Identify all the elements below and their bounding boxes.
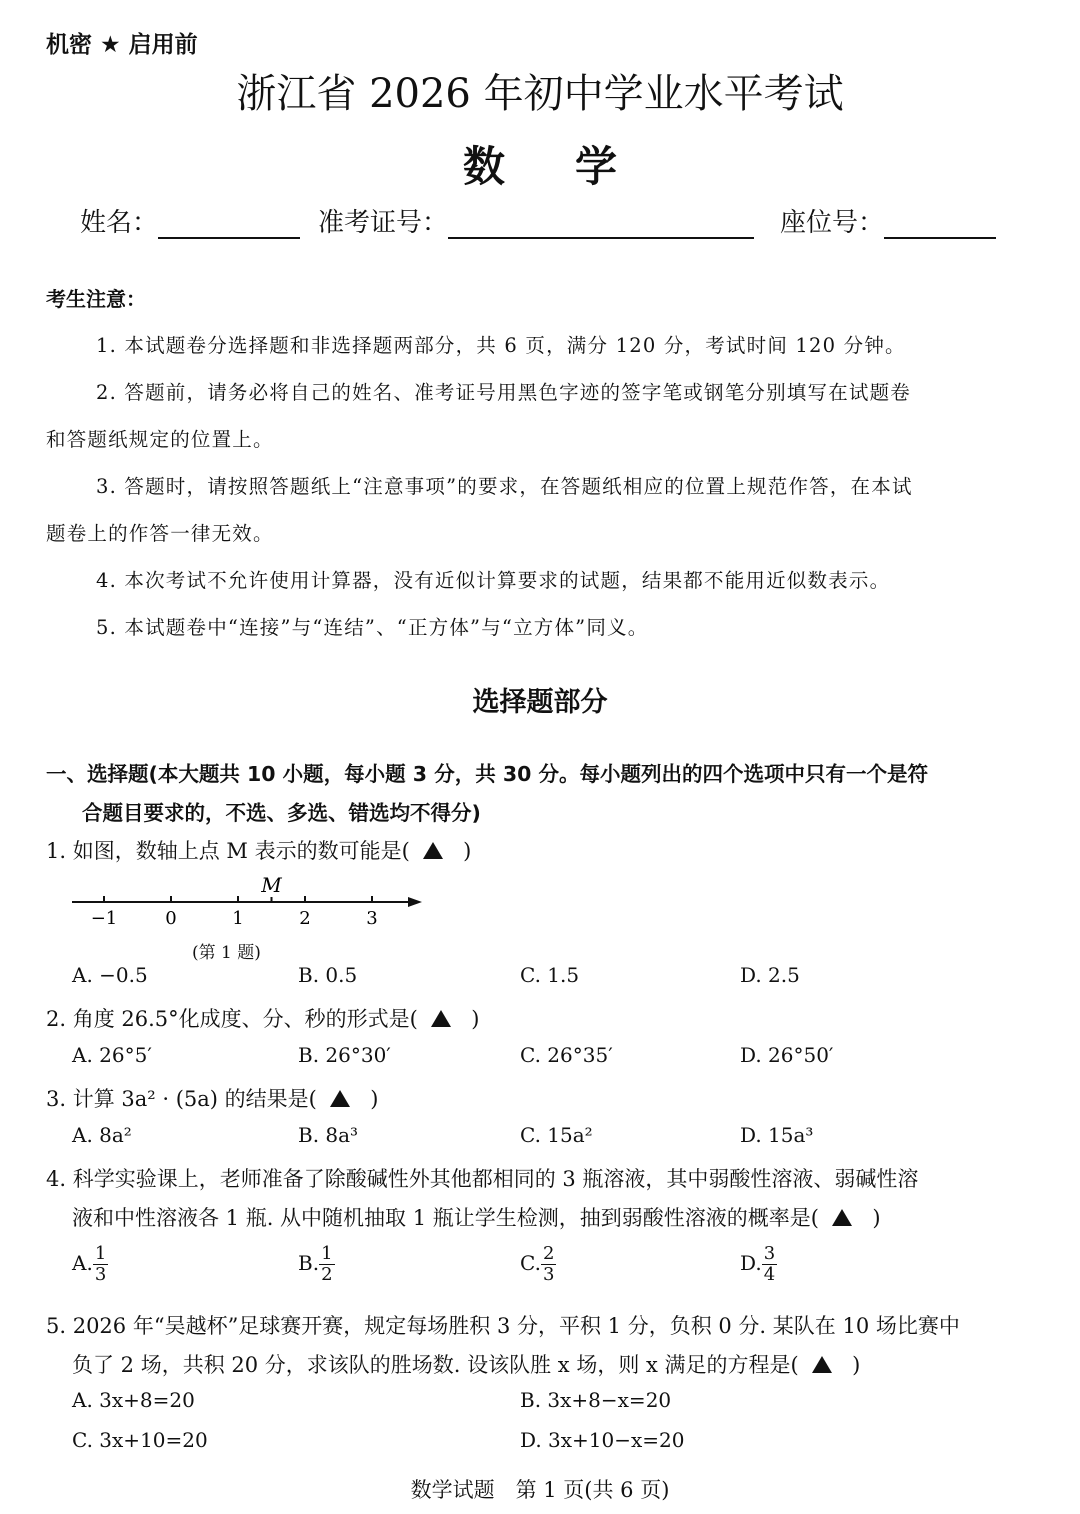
question-4-text: 液和中性溶液各 1 瓶. 从中随机抽取 1 瓶让学生检测，抽到弱酸性溶液的概率是(	[72, 1206, 819, 1230]
question-4-stem: 4. 科学实验课上，老师准备了除酸碱性外其他都相同的 3 瓶溶液，其中弱酸性溶液、弱碱性溶	[46, 1167, 919, 1191]
question-3-stem	[46, 1083, 378, 1113]
q1-option-c: C. 1.5	[520, 963, 580, 987]
q5-option-b: B. 3x+8−x=20	[520, 1388, 672, 1412]
question-3-text: 3. 计算 3a² · (5a) 的结果是(	[46, 1087, 317, 1111]
q2-option-a: A. 26°5′	[72, 1043, 152, 1067]
q1-option-a: A. −0.5	[72, 963, 148, 987]
q4-option-c: C. $\frac{2}{3}$	[520, 1243, 555, 1285]
question-2-stem	[46, 1003, 479, 1033]
question-4-stem-cont	[72, 1202, 881, 1232]
point-m-label: M	[261, 873, 282, 897]
question-5-stem-cont	[72, 1349, 860, 1379]
notice-item-3-cont: 题卷上的作答一律无效。	[46, 522, 274, 545]
number-line-arrow-icon	[408, 897, 422, 907]
section-title: 选择题部分	[472, 687, 608, 718]
q2-option-b: B. 26°30′	[298, 1043, 391, 1067]
q2-option-d: D. 26°50′	[740, 1043, 834, 1067]
number-line-tick-label: 2	[299, 908, 311, 929]
question-1-text: 1. 如图，数轴上点 M 表示的数可能是(	[46, 839, 410, 863]
exam-id-field	[318, 202, 754, 239]
answer-triangle-icon	[330, 1090, 350, 1107]
close-paren: )	[463, 839, 472, 863]
close-paren: )	[370, 1087, 379, 1111]
exam-id-label: 准考证号：	[318, 208, 449, 238]
fraction: $\frac{2}{3}$	[542, 1243, 555, 1285]
number-line-tick-label: 1	[232, 908, 244, 929]
page-footer: 数学试题 第 1 页(共 6 页)	[410, 1478, 670, 1502]
notice-item-5: 5. 本试题卷中“连接”与“连结”、“正方体”与“立方体”同义。	[96, 616, 649, 639]
answer-triangle-icon	[423, 842, 443, 859]
question-1-stem	[46, 835, 471, 865]
seat-field	[780, 202, 996, 239]
seat-blank	[884, 207, 996, 239]
name-field	[80, 202, 300, 239]
answer-triangle-icon	[812, 1356, 832, 1373]
q4-option-d: D. $\frac{3}{4}$	[740, 1243, 776, 1285]
number-line-tick-label: −1	[90, 908, 118, 929]
q1-option-d: D. 2.5	[740, 963, 800, 987]
close-paren: )	[852, 1353, 861, 1377]
subject-title: 数学	[462, 142, 687, 191]
seat-label: 座位号：	[780, 208, 885, 238]
notice-item-2: 2. 答题前，请务必将自己的姓名、准考证号用黑色字迹的签字笔或钢笔分别填写在试题卷	[96, 381, 912, 404]
question-2-text: 2. 角度 26.5°化成度、分、秒的形式是(	[46, 1007, 418, 1031]
q3-option-d: D. 15a³	[740, 1123, 814, 1147]
notice-item-2-cont: 和答题纸规定的位置上。	[46, 428, 274, 451]
confidential-label: 机密 ★ 启用前	[46, 32, 198, 58]
q4-option-a: A. $\frac{1}{3}$	[72, 1243, 107, 1285]
figure-caption: (第 1 题)	[192, 943, 261, 963]
answer-triangle-icon	[431, 1010, 451, 1027]
answer-triangle-icon	[832, 1209, 852, 1226]
notice-heading: 考生注意：	[46, 287, 146, 311]
exam-title: 浙江省 2026 年初中学业水平考试	[236, 71, 844, 117]
number-line-tick-label: 3	[366, 908, 378, 929]
number-line-tick-label: 0	[165, 908, 177, 929]
q2-option-c: C. 26°35′	[520, 1043, 613, 1067]
number-line-figure	[60, 872, 440, 932]
exam-id-blank	[448, 207, 754, 239]
part-one-instructions-cont: 合题目要求的，不选、多选、错选均不得分)	[82, 801, 481, 825]
part-one-instructions: 一、选择题(本大题共 10 小题，每小题 3 分，共 30 分。每小题列出的四个选项中只有一个是符	[46, 762, 929, 786]
q4-option-b: B. $\frac{1}{2}$	[298, 1243, 333, 1285]
fraction: $\frac{3}{4}$	[763, 1243, 776, 1285]
q5-option-a: A. 3x+8=20	[72, 1388, 195, 1412]
close-paren: )	[471, 1007, 480, 1031]
q5-option-c: C. 3x+10=20	[72, 1428, 208, 1452]
q3-option-b: B. 8a³	[298, 1123, 359, 1147]
fraction: $\frac{1}{3}$	[94, 1243, 107, 1285]
notice-item-3: 3. 答题时，请按照答题纸上“注意事项”的要求，在答题纸相应的位置上规范作答，在本试	[96, 475, 913, 498]
question-5-stem: 5. 2026 年“吴越杯”足球赛开赛，规定每场胜积 3 分，平积 1 分，负积 0 分. 某队在 10 场比赛中	[46, 1314, 960, 1338]
name-blank	[158, 207, 300, 239]
name-label: 姓名：	[80, 208, 159, 238]
q1-option-b: B. 0.5	[298, 963, 358, 987]
close-paren: )	[872, 1206, 881, 1230]
notice-item-4: 4. 本次考试不允许使用计算器，没有近似计算要求的试题，结果都不能用近似数表示。	[96, 569, 891, 592]
q3-option-a: A. 8a²	[72, 1123, 132, 1147]
fraction: $\frac{1}{2}$	[321, 1243, 333, 1285]
question-5-text: 负了 2 场，共积 20 分，求该队的胜场数. 设该队胜 x 场，则 x 满足的方程是(	[72, 1353, 799, 1377]
q5-option-d: D. 3x+10−x=20	[520, 1428, 685, 1452]
notice-item-1: 1. 本试题卷分选择题和非选择题两部分，共 6 页，满分 120 分，考试时间 120 分钟。	[96, 334, 906, 357]
q3-option-c: C. 15a²	[520, 1123, 593, 1147]
